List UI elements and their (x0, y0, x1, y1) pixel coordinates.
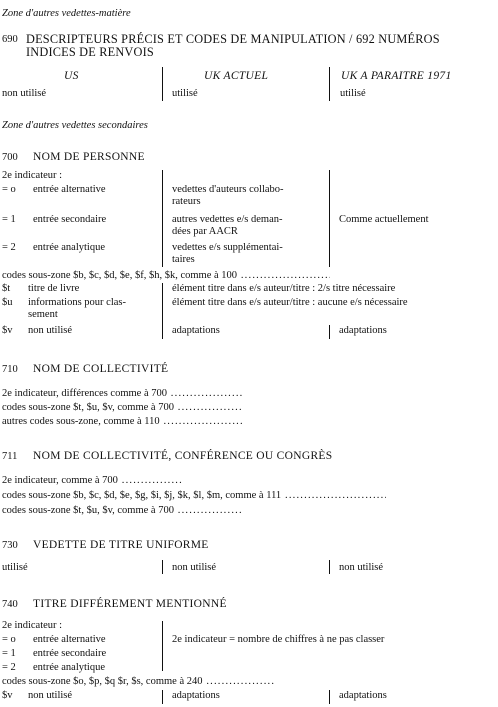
field-700-indicator-label: 2e indicateur : (2, 170, 63, 181)
col-head-uk-future: UK A PARAITRE 1971 (341, 70, 452, 82)
field-730-number: 730 (2, 540, 18, 551)
indicator-uk-value: vedettes d'auteurs collabo- (172, 184, 284, 195)
zone-heading-added-entries: Zone d'autres vedettes secondaires (2, 120, 148, 131)
field-730-title: VEDETTE DE TITRE UNIFORME (33, 539, 209, 551)
subfield-label: sement (28, 309, 58, 320)
field-710-title: NOM DE COLLECTIVITÉ (33, 363, 169, 375)
indicator-label: entrée secondaire (33, 214, 107, 225)
field-710-line: codes sous-zone $t, $u, $v, comme à 700 ..... (2, 402, 242, 414)
column-divider (329, 560, 330, 574)
column-divider (162, 170, 163, 267)
field-711-line: codes sous-zone $b, $c, $d, $e, $g, $i, $j, $k, $l, $m, comme à 111 ..... (2, 490, 386, 502)
col-head-us: US (64, 70, 79, 82)
column-divider (329, 170, 330, 267)
indicator-code: = o (2, 634, 16, 645)
subfield-code: $v (2, 325, 13, 336)
subfield-uk-value: élément titre dans e/s auteur/titre : 2/s titre nécessaire (172, 283, 396, 294)
subfield-code: $t (2, 283, 11, 294)
field-711-number: 711 (2, 451, 18, 462)
field-740-uk-note: 2e indicateur = nombre de chiffres à ne pas classer (172, 634, 385, 645)
field-690-number: 690 (2, 34, 18, 45)
field-700-number: 700 (2, 152, 18, 163)
field-730-uk-future-value: non utilisé (339, 562, 384, 573)
subfield-uk-future-value: adaptations (339, 690, 387, 701)
field-730-us-value: utilisé (2, 562, 28, 573)
subfield-uk-value: élément titre dans e/s auteur/titre : aucune e/s nécessaire (172, 297, 408, 308)
zone-heading-subjects: Zone d'autres vedettes-matière (2, 8, 131, 19)
subfield-uk-value: adaptations (172, 690, 220, 701)
column-divider (162, 283, 163, 339)
indicator-label: entrée alternative (33, 184, 106, 195)
indicator-code: = 2 (2, 662, 16, 673)
column-divider (329, 325, 330, 339)
subfield-code: $v (2, 690, 13, 701)
indicator-uk-value: taires (172, 254, 195, 265)
field-690-us-value: non utilisé (2, 88, 47, 99)
indicator-label: entrée analytique (33, 242, 106, 253)
indicator-uk-value: autres vedettes e/s deman- (172, 214, 283, 225)
column-divider (162, 690, 163, 704)
subfield-label: informations pour clas- (28, 297, 126, 308)
indicator-code: = 1 (2, 648, 16, 659)
subfield-code: $u (2, 297, 13, 308)
field-711-line: 2e indicateur, comme à 700 ..... (2, 475, 182, 487)
field-700-title: NOM DE PERSONNE (33, 151, 145, 163)
col-head-uk-current: UK ACTUEL (204, 70, 269, 82)
field-690-uk-future-value: utilisé (340, 88, 366, 99)
field-740-title: TITRE DIFFÉREMENT MENTIONNÉ (33, 598, 227, 610)
field-710-number: 710 (2, 364, 18, 375)
field-740-codes-line: codes sous-zone $o, $p, $q $r, $s, comme à 240 ..... (2, 676, 274, 688)
column-divider (329, 690, 330, 704)
subfield-label: non utilisé (28, 690, 73, 701)
indicator-label: entrée secondaire (33, 648, 107, 659)
column-divider (162, 560, 163, 574)
field-711-line: codes sous-zone $t, $u, $v, comme à 700 ..... (2, 505, 242, 517)
field-710-line: 2e indicateur, différences comme à 700 ..... (2, 388, 242, 400)
field-690-uk-current-value: utilisé (172, 88, 198, 99)
field-690-title-line1: DESCRIPTEURS PRÉCIS ET CODES DE MANIPULATION / 692 NUMÉROS (26, 32, 440, 46)
indicator-uk-value: dées par AACR (172, 226, 238, 237)
field-711-title: NOM DE COLLECTIVITÉ, CONFÉRENCE OU CONGRÈS (33, 450, 333, 462)
indicator-code: = 1 (2, 214, 16, 225)
indicator-code: = o (2, 184, 16, 195)
field-700-same-note: Comme actuellement (339, 214, 429, 225)
indicator-code: = 2 (2, 242, 16, 253)
subfield-label: titre de livre (28, 283, 80, 294)
column-divider (162, 67, 163, 101)
indicator-label: entrée analytique (33, 662, 106, 673)
subfield-uk-future-value: adaptations (339, 325, 387, 336)
column-divider (162, 621, 163, 671)
field-710-line: autres codes sous-zone, comme à 110 ..... (2, 416, 242, 428)
indicator-label: entrée alternative (33, 634, 106, 645)
field-700-codes-line: codes sous-zone $b, $c, $d, $e, $f, $h, $k, comme à 100 ..... (2, 270, 330, 282)
field-740-indicator-label: 2e indicateur : (2, 620, 63, 631)
field-730-uk-current-value: non utilisé (172, 562, 217, 573)
subfield-uk-value: adaptations (172, 325, 220, 336)
field-740-number: 740 (2, 599, 18, 610)
column-divider (329, 67, 330, 101)
field-690-title-line2: INDICES DE RENVOIS (26, 45, 154, 59)
indicator-uk-value: vedettes e/s supplémentai- (172, 242, 283, 253)
indicator-uk-value: rateurs (172, 196, 201, 207)
subfield-label: non utilisé (28, 325, 73, 336)
